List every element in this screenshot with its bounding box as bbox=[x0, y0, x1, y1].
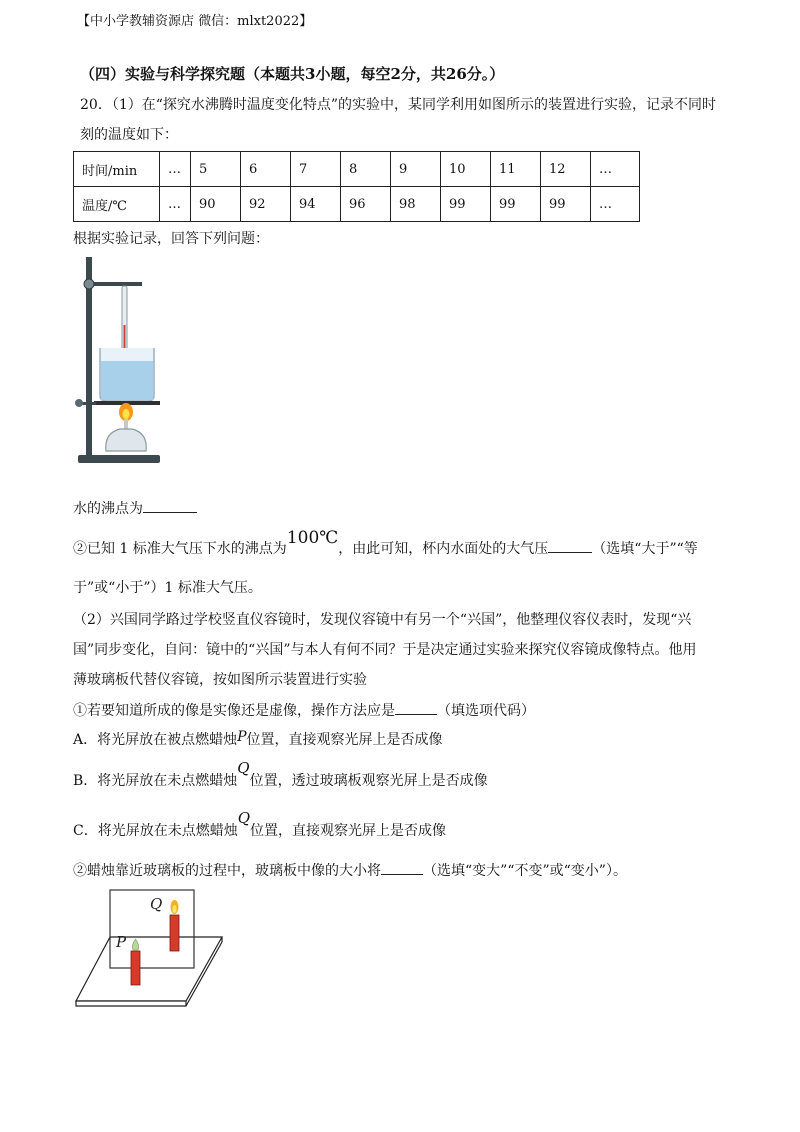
table-cell: 98 bbox=[391, 187, 441, 222]
table-cell: … bbox=[591, 152, 640, 187]
sub-question-1-text: ①若要知道所成的像是实像还是虚像，操作方法应是 bbox=[73, 703, 395, 719]
temperature-table bbox=[73, 151, 640, 222]
boiling-point-question bbox=[73, 498, 197, 519]
sub-question-1-hint: （填选项代码） bbox=[437, 703, 535, 719]
q2-prefix: ②已知 1 标准大气压下水的沸点为 bbox=[73, 541, 287, 557]
candle-p bbox=[131, 939, 140, 985]
sub-question-2-text: ②蜡烛靠近玻璃板的过程中，玻璃板中像的大小将 bbox=[73, 863, 381, 879]
table-cell: 9 bbox=[391, 152, 441, 187]
table-cell: 90 bbox=[191, 187, 241, 222]
lamp-wick bbox=[124, 419, 128, 429]
boiling-apparatus-figure bbox=[70, 255, 180, 470]
table-front bbox=[76, 1001, 186, 1006]
option-c bbox=[73, 809, 447, 841]
flame-inner bbox=[123, 409, 130, 419]
option-b-prefix: B．将光屏放在未点燃蜡烛 bbox=[73, 773, 238, 789]
answer-blank bbox=[143, 498, 197, 513]
q2-tail: （选填“大于”“等 bbox=[592, 541, 698, 557]
sub-question-1 bbox=[73, 700, 535, 721]
question-20-line1: 20．（1）在“探究水沸腾时温度变化特点”的实验中，某同学利用如图所示的装置进行实验，记录不同时 bbox=[80, 97, 717, 113]
table-cell: 99 bbox=[491, 187, 541, 222]
option-c-suffix: 位置，直接观察光屏上是否成像 bbox=[250, 823, 447, 839]
table-cell: … bbox=[160, 152, 191, 187]
table-cell: 6 bbox=[241, 152, 291, 187]
table-cell: 10 bbox=[441, 152, 491, 187]
question-20-part2-line2: 于”或“小于”）1 标准大气压。 bbox=[73, 580, 262, 596]
part2-line1: （2）兴国同学路过学校竖直仪容镜时，发现仪容镜中有另一个“兴国”，他整理仪容仪表时，发现“兴 bbox=[73, 612, 692, 628]
option-a-suffix: 位置，直接观察光屏上是否成像 bbox=[246, 732, 443, 748]
table-cell: 12 bbox=[541, 152, 591, 187]
clamp-knob bbox=[84, 279, 94, 289]
alcohol-lamp bbox=[106, 429, 146, 451]
table-cell: 8 bbox=[341, 152, 391, 187]
sub-question-2-hint: （选填“变大”“不变”或“变小”）。 bbox=[423, 863, 627, 879]
label-p: P bbox=[116, 933, 127, 951]
boiling-point-label: 水的沸点为 bbox=[73, 501, 143, 517]
ring-knob bbox=[75, 399, 83, 407]
table-cell: 92 bbox=[241, 187, 291, 222]
table-cell: … bbox=[591, 187, 640, 222]
table-cell: 7 bbox=[291, 152, 341, 187]
q2-middle: ，由此可知，杯内水面处的大气压 bbox=[338, 541, 549, 557]
boiling-point-math: 100℃ bbox=[286, 528, 339, 548]
table-cell: … bbox=[160, 187, 191, 222]
mirror-candle-figure bbox=[70, 885, 230, 1015]
table-cell: 94 bbox=[291, 187, 341, 222]
option-b-suffix: 位置，透过玻璃板观察光屏上是否成像 bbox=[249, 773, 488, 789]
table-row-temperature bbox=[74, 187, 640, 222]
table-cell: 99 bbox=[441, 187, 491, 222]
option-c-variable: Q bbox=[237, 809, 251, 827]
table-row-time bbox=[74, 152, 640, 187]
part2-line3: 薄玻璃板代替仪容镜，按如图所示装置进行实验 bbox=[73, 672, 367, 688]
table-cell: 99 bbox=[541, 187, 591, 222]
question-20-part2 bbox=[73, 528, 698, 559]
table-cell: 96 bbox=[341, 187, 391, 222]
water bbox=[101, 361, 153, 400]
section-title: （四）实验与科学探究题（本题共3小题，每空2分，共26分。） bbox=[80, 65, 505, 83]
option-a bbox=[73, 730, 443, 750]
after-table-text: 根据实验记录，回答下列问题： bbox=[73, 231, 269, 247]
option-a-prefix: A．将光屏放在被点燃蜡烛 bbox=[73, 732, 238, 748]
table-cell: 5 bbox=[191, 152, 241, 187]
option-c-prefix: C．将光屏放在未点燃蜡烛 bbox=[73, 823, 238, 839]
answer-blank bbox=[381, 860, 423, 875]
table-row-header: 温度/℃ bbox=[74, 187, 160, 222]
answer-blank bbox=[548, 538, 592, 553]
sub-question-2 bbox=[73, 860, 627, 881]
question-20-line2: 刻的温度如下： bbox=[80, 127, 178, 143]
option-b bbox=[73, 759, 488, 791]
part2-line2: 国”同步变化，自问：镜中的“兴国”与本人有何不同？于是决定通过实验来探究仪容镜成像特点。他用 bbox=[73, 642, 697, 658]
table-top bbox=[76, 937, 222, 1001]
page-header: 【中小学教辅资源店 微信：mlxt2022】 bbox=[77, 14, 313, 29]
answer-blank bbox=[395, 700, 437, 715]
table-row-header: 时间/min bbox=[74, 152, 160, 187]
label-q: Q bbox=[150, 895, 163, 913]
table-cell: 11 bbox=[491, 152, 541, 187]
option-b-variable: Q bbox=[237, 759, 250, 777]
candle-q bbox=[170, 900, 179, 951]
option-a-variable: P bbox=[237, 729, 247, 745]
